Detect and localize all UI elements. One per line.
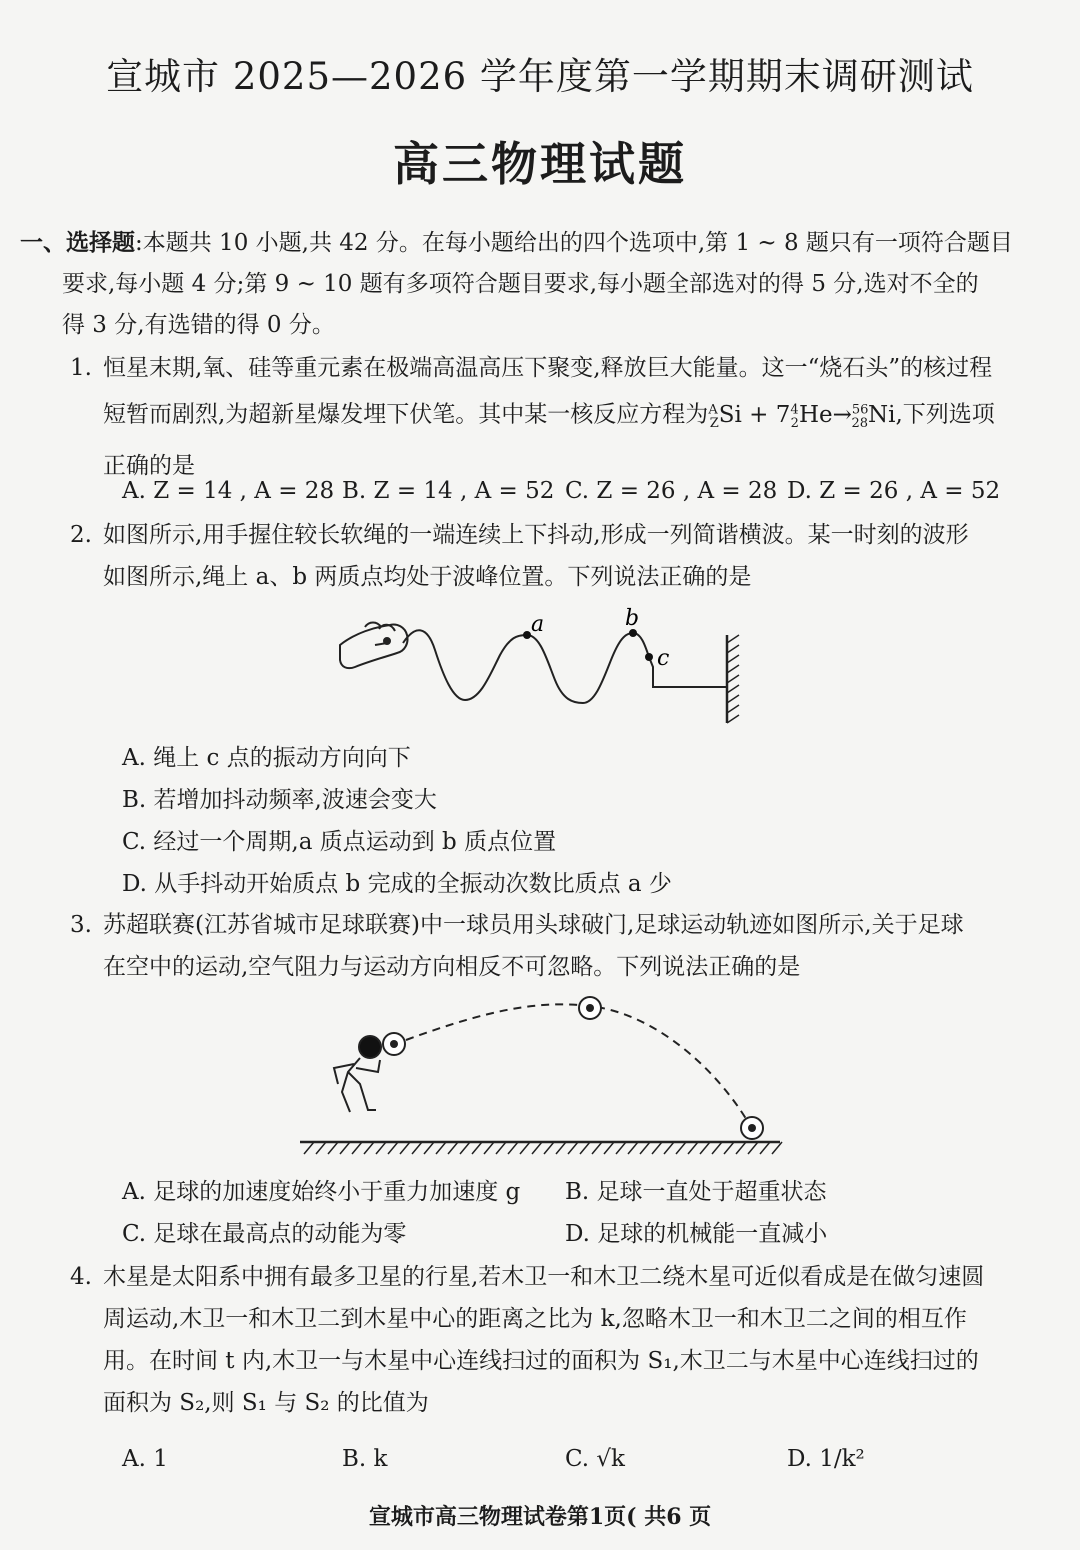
label-c: c	[657, 646, 670, 671]
q4-line-2: 周运动,木卫一和木卫二到木星中心的距离之比为 k,忽略木卫一和木卫二之间的相互作	[103, 1306, 967, 1332]
instructions-line-3: 得 3 分,有选错的得 0 分。	[62, 312, 335, 338]
label-b: b	[625, 606, 640, 631]
question-1	[70, 347, 1060, 487]
rope-wave	[403, 630, 727, 703]
q3-option-c[interactable]: C. 足球在最高点的动能为零	[122, 1221, 407, 1247]
exam-title: 宣城市 2025—2026 学年度第一学期期末调研测试	[106, 55, 974, 98]
player-icon	[334, 1036, 381, 1112]
q1-line-2b: ,下列选项	[895, 401, 995, 428]
q1-option-a[interactable]: A. Z = 14 , A = 28	[122, 478, 335, 504]
q4-option-a[interactable]: A. 1	[122, 1446, 168, 1472]
q3-option-a[interactable]: A. 足球的加速度始终小于重力加速度 g	[122, 1179, 521, 1205]
label-a: a	[531, 612, 545, 637]
q1-line-1: 恒星末期,氧、硅等重元素在极端高温高压下聚变,释放巨大能量。这一“烧石头”的核过程	[103, 355, 993, 381]
point-c	[645, 653, 653, 661]
question-number: 1.	[70, 355, 92, 381]
wave-figure	[335, 605, 745, 725]
wall-hatching	[727, 635, 739, 723]
question-4	[70, 1256, 1060, 1424]
q1-option-c[interactable]: C. Z = 26 , A = 28	[565, 478, 778, 504]
q2-line-1: 如图所示,用手握住较长软绳的一端连续上下抖动,形成一列简谐横波。某一时刻的波形	[103, 522, 969, 548]
q2-option-c[interactable]: C. 经过一个周期,a 质点运动到 b 质点位置	[122, 829, 557, 855]
question-2	[70, 514, 1060, 598]
q2-option-a[interactable]: A. 绳上 c 点的振动方向向下	[122, 745, 411, 771]
q1-option-b[interactable]: B. Z = 14 , A = 52	[342, 478, 555, 504]
football-icon-1	[383, 1033, 405, 1055]
q4-line-1: 木星是太阳系中拥有最多卫星的行星,若木卫一和木卫二绕木星可近似看成是在做匀速圆	[103, 1264, 985, 1290]
hand-icon	[340, 623, 408, 669]
q3-line-2: 在空中的运动,空气阻力与运动方向相反不可忽略。下列说法正确的是	[103, 954, 801, 980]
q2-option-b[interactable]: B. 若增加抖动频率,波速会变大	[122, 787, 437, 813]
q1-option-d[interactable]: D. Z = 26 , A = 52	[787, 478, 1001, 504]
q4-line-4: 面积为 S₂,则 S₁ 与 S₂ 的比值为	[103, 1390, 429, 1416]
point-a	[523, 631, 531, 639]
q3-option-b[interactable]: B. 足球一直处于超重状态	[565, 1179, 827, 1205]
q4-option-c[interactable]: C. √k	[565, 1446, 625, 1472]
q1-line-2a: 短暂而剧烈,为超新星爆发埋下伏笔。其中某一核反应方程为	[103, 401, 709, 428]
question-3	[70, 904, 1060, 988]
trajectory	[406, 1004, 748, 1122]
question-number: 4.	[70, 1264, 92, 1290]
q4-option-d[interactable]: D. 1/k²	[787, 1446, 865, 1472]
instructions-line-1: :本题共 10 小题,共 42 分。在每小题给出的四个选项中,第 1 ~ 8 题只有一项符合题目	[135, 230, 1013, 256]
q3-option-d[interactable]: D. 足球的机械能一直减小	[565, 1221, 828, 1247]
exam-subtitle: 高三物理试题	[393, 137, 687, 191]
q3-line-1: 苏超联赛(江苏省城市足球联赛)中一球员用头球破门,足球运动轨迹如图所示,关于足球	[103, 912, 964, 938]
question-number: 3.	[70, 912, 92, 938]
page-footer: 宣城市高三物理试卷第1页( 共6 页	[368, 1504, 712, 1530]
q2-line-2: 如图所示,绳上 a、b 两质点均处于波峰位置。下列说法正确的是	[103, 564, 752, 590]
nuclear-equation: $^A_ZSi + 7^4_2He\to^{56}_{28}Ni$	[708, 401, 896, 432]
ground-hatching	[304, 1142, 782, 1154]
football-icon-2	[579, 997, 601, 1019]
q4-line-3: 用。在时间 t 内,木卫一与木星中心连线扫过的面积为 S₁,木卫二与木星中心连线扫过的	[103, 1348, 979, 1374]
instructions-line-2: 要求,每小题 4 分;第 9 ~ 10 题有多项符合题目要求,每小题全部选对的得 5 分,选对不全的	[62, 271, 979, 297]
football-icon-3	[741, 1117, 763, 1139]
section-instructions	[20, 222, 1060, 346]
football-figure	[298, 992, 788, 1162]
section-heading: 一、选择题	[20, 229, 135, 256]
q1-line-3: 正确的是	[103, 453, 195, 480]
question-number: 2.	[70, 522, 92, 548]
q2-option-d[interactable]: D. 从手抖动开始质点 b 完成的全振动次数比质点 a 少	[122, 871, 672, 897]
q4-option-b[interactable]: B. k	[342, 1446, 388, 1472]
